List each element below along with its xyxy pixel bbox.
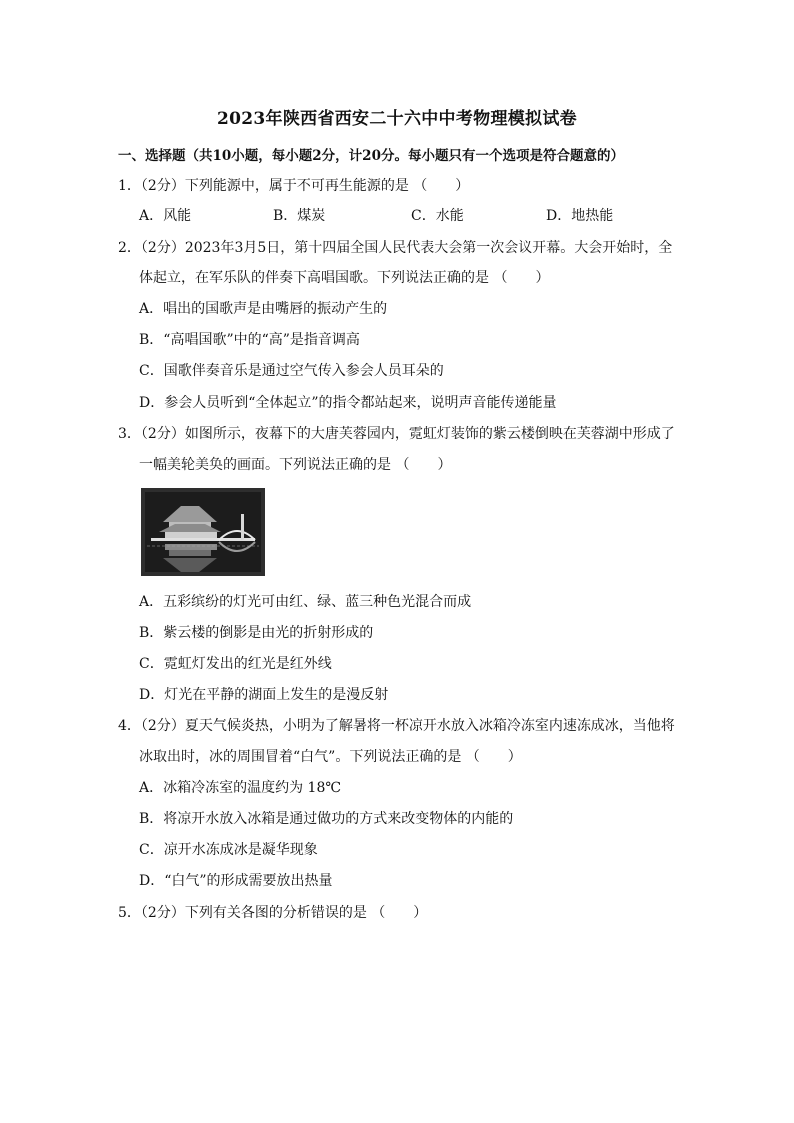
question-5-stem: 5．（2分）下列有关各图的分析错误的是 （ ）: [118, 905, 428, 921]
question-2-stem-line-2: 体起立，在军乐队的伴奏下高唱国歌。下列说法正确的是 （ ）: [139, 270, 550, 286]
question-4-stem-line-1: 4．（2分）夏天气候炎热，小明为了解暑将一杯凉开水放入冰箱冷冻室内速冻成冰，当他将: [118, 718, 675, 734]
question-2-option-b: B．“高唱国歌”中的“高”是指音调高: [139, 332, 360, 348]
section-heading: 一、选择题（共10小题，每小题2分，计20分。每小题只有一个选项是符合题意的）: [118, 148, 624, 164]
question-3-option-b: B．紫云楼的倒影是由光的折射形成的: [139, 625, 374, 641]
question-4-option-d: D．“白气”的形成需要放出热量: [139, 873, 333, 889]
question-4-option-b: B．将凉开水放入冰箱是通过做功的方式来改变物体的内能的: [139, 811, 514, 827]
question-1-option-b: B．煤炭: [273, 208, 326, 224]
question-3-option-c: C．霓虹灯发出的红光是红外线: [139, 656, 332, 672]
question-3-stem-line-2: 一幅美轮美奂的画面。下列说法正确的是 （ ）: [139, 457, 452, 473]
question-4-stem-line-2: 冰取出时，冰的周围冒着“白气”。下列说法正确的是 （ ）: [139, 749, 522, 765]
question-1-option-d: D．地热能: [546, 208, 614, 224]
question-2-option-c: C．国歌伴奏音乐是通过空气传入参会人员耳朵的: [139, 363, 444, 379]
question-3-stem-line-1: 3．（2分）如图所示，夜幕下的大唐芙蓉园内，霓虹灯装饰的紫云楼倒映在芙蓉湖中形成了: [118, 426, 675, 442]
question-2-option-a: A．唱出的国歌声是由嘴唇的振动产生的: [139, 301, 388, 317]
question-1-option-a: A．风能: [139, 208, 192, 224]
page-title: 2023年陕西省西安二十六中中考物理模拟试卷: [217, 109, 577, 129]
question-4-option-c: C．凉开水冻成冰是凝华现象: [139, 842, 318, 858]
question-1-option-c: C．水能: [411, 208, 464, 224]
question-2-stem-line-1: 2．（2分）2023年3月5日，第十四届全国人民代表大会第一次会议开幕。大会开始时，全: [118, 240, 673, 256]
question-4-option-a: A．冰箱冷冻室的温度约为 18℃: [139, 780, 342, 796]
question-2-option-d: D．参会人员听到“全体起立”的指令都站起来，说明声音能传递能量: [139, 395, 557, 411]
question-1-stem: 1．（2分）下列能源中，属于不可再生能源的是 （ ）: [118, 178, 470, 194]
question-3-option-d: D．灯光在平静的湖面上发生的是漫反射: [139, 687, 389, 703]
question-3-option-a: A．五彩缤纷的灯光可由红、绿、蓝三种色光混合而成: [139, 594, 472, 610]
pavilion-night-photo: [141, 488, 265, 576]
